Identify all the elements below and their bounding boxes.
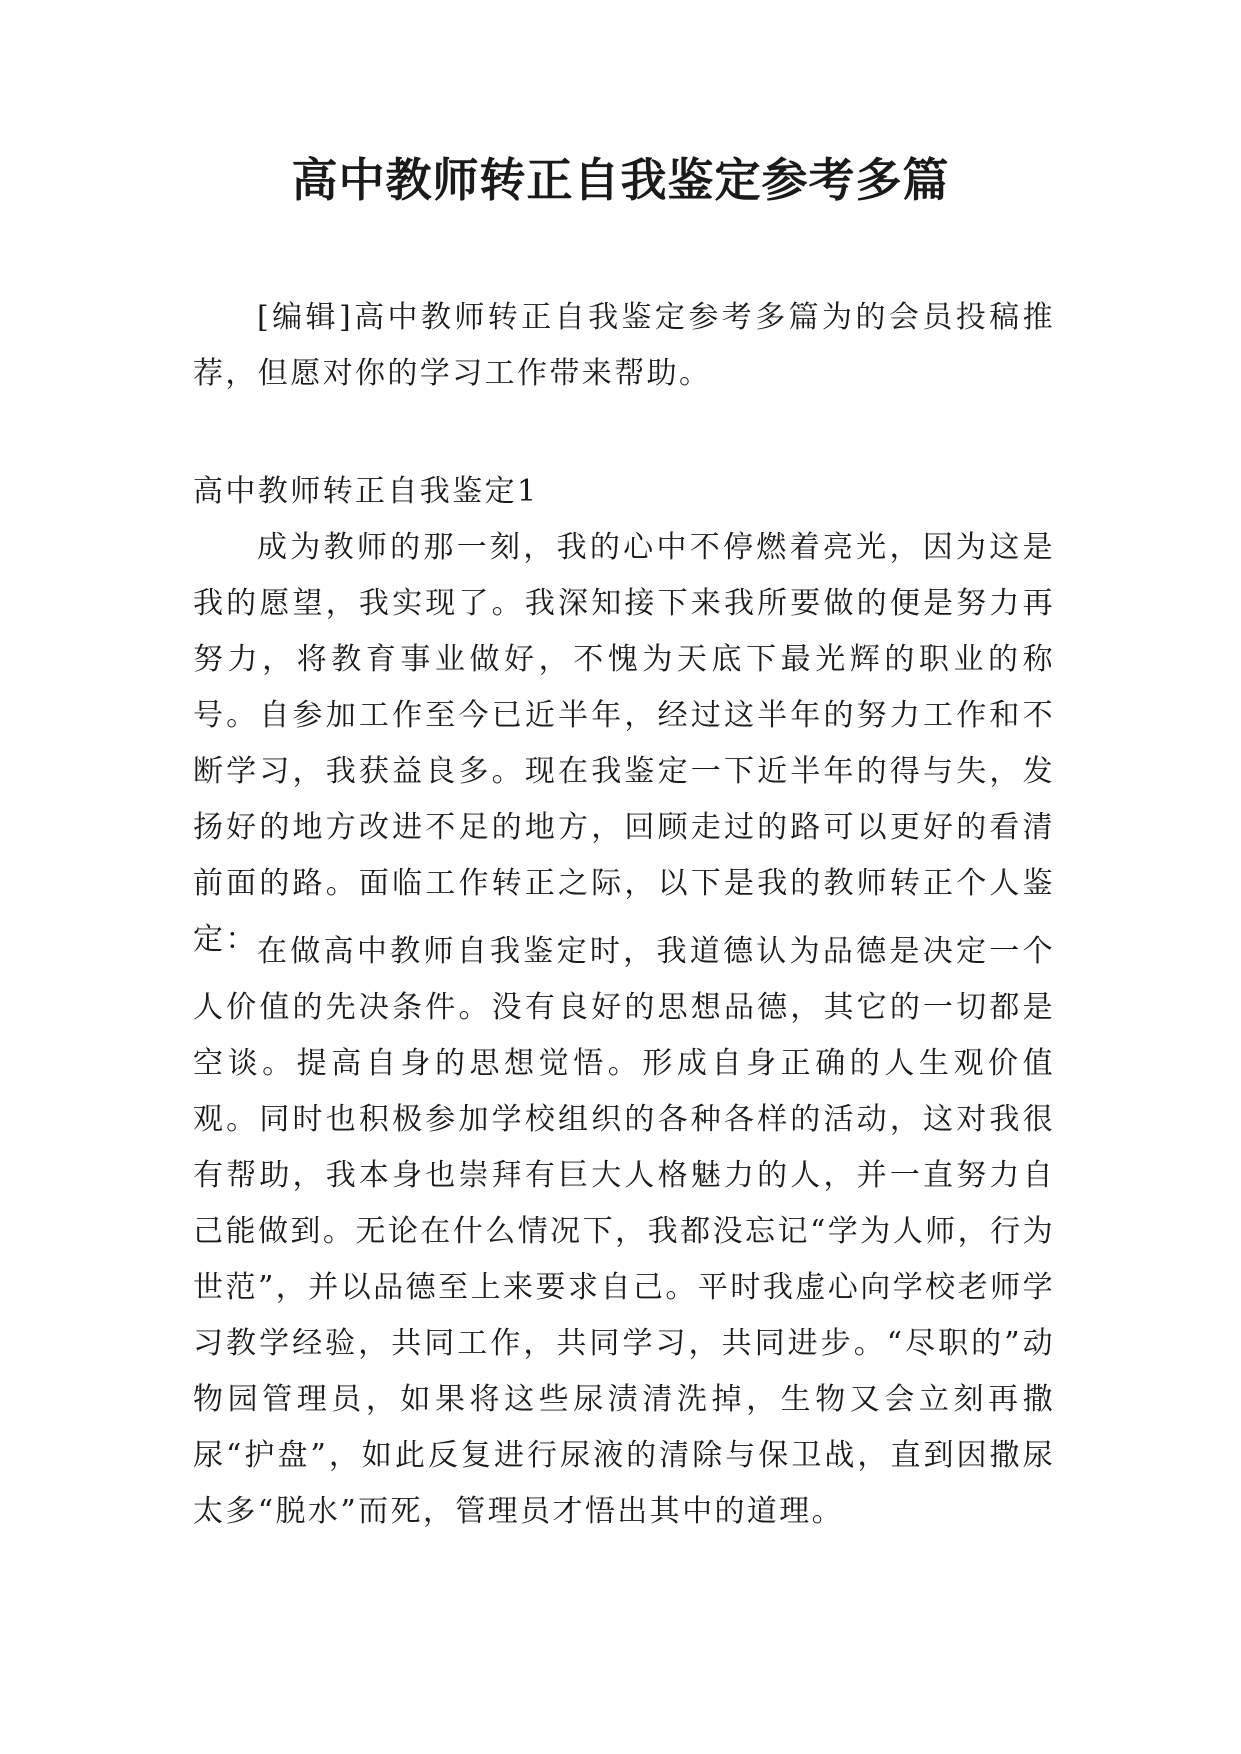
body-paragraph-2: 在做高中教师自我鉴定时，我道德认为品德是决定一个人价值的先决条件。没有良好的思想品德，其它的一切都是空谈。提高自身的思想觉悟。形成自身正确的人生观价值观。同时也积极参加学校组织的各种各样的活动，这对我很有帮助，我本身也崇拜有巨大人格魅力的人，并一直努力自己能做到。无论在什么情况下，我都没忘记“学为人师，行为世范”，并以品德至上来要求自己。平时我虚心向学校老师学习教学经验，共同工作，共同学习，共同进步。“尽职的”动物园管理员，如果将这些尿渍清洗掉，生物又会立刻再撒尿“护盘”，如此反复进行尿液的清除与保卫战，直到因撒尿太多“脱水”而死，管理员才悟出其中的道理。 xyxy=(193,934,1055,1529)
body-paragraph-1: 成为教师的那一刻，我的心中不停燃着亮光，因为这是我的愿望，我实现了。我深知接下来我所要做的便是努力再努力，将教育事业做好，不愧为天底下最光辉的职业的称号。自参加工作至今已近半年，经过这半年的努力工作和不断学习，我获益良多。现在我鉴定一下近半年的得与失，发扬好的地方改进不足的地方，回顾走过的路可以更好的看清前面的路。面临工作转正之际，以下是我的教师转正个人鉴定： xyxy=(193,530,1055,957)
page-title: 高中教师转正自我鉴定参考多篇 xyxy=(291,153,950,207)
intro-paragraph: [编辑]高中教师转正自我鉴定参考多篇为的会员投稿推荐，但愿对你的学习工作带来帮助。 xyxy=(193,300,1055,391)
section-heading: 高中教师转正自我鉴定1 xyxy=(193,474,539,509)
